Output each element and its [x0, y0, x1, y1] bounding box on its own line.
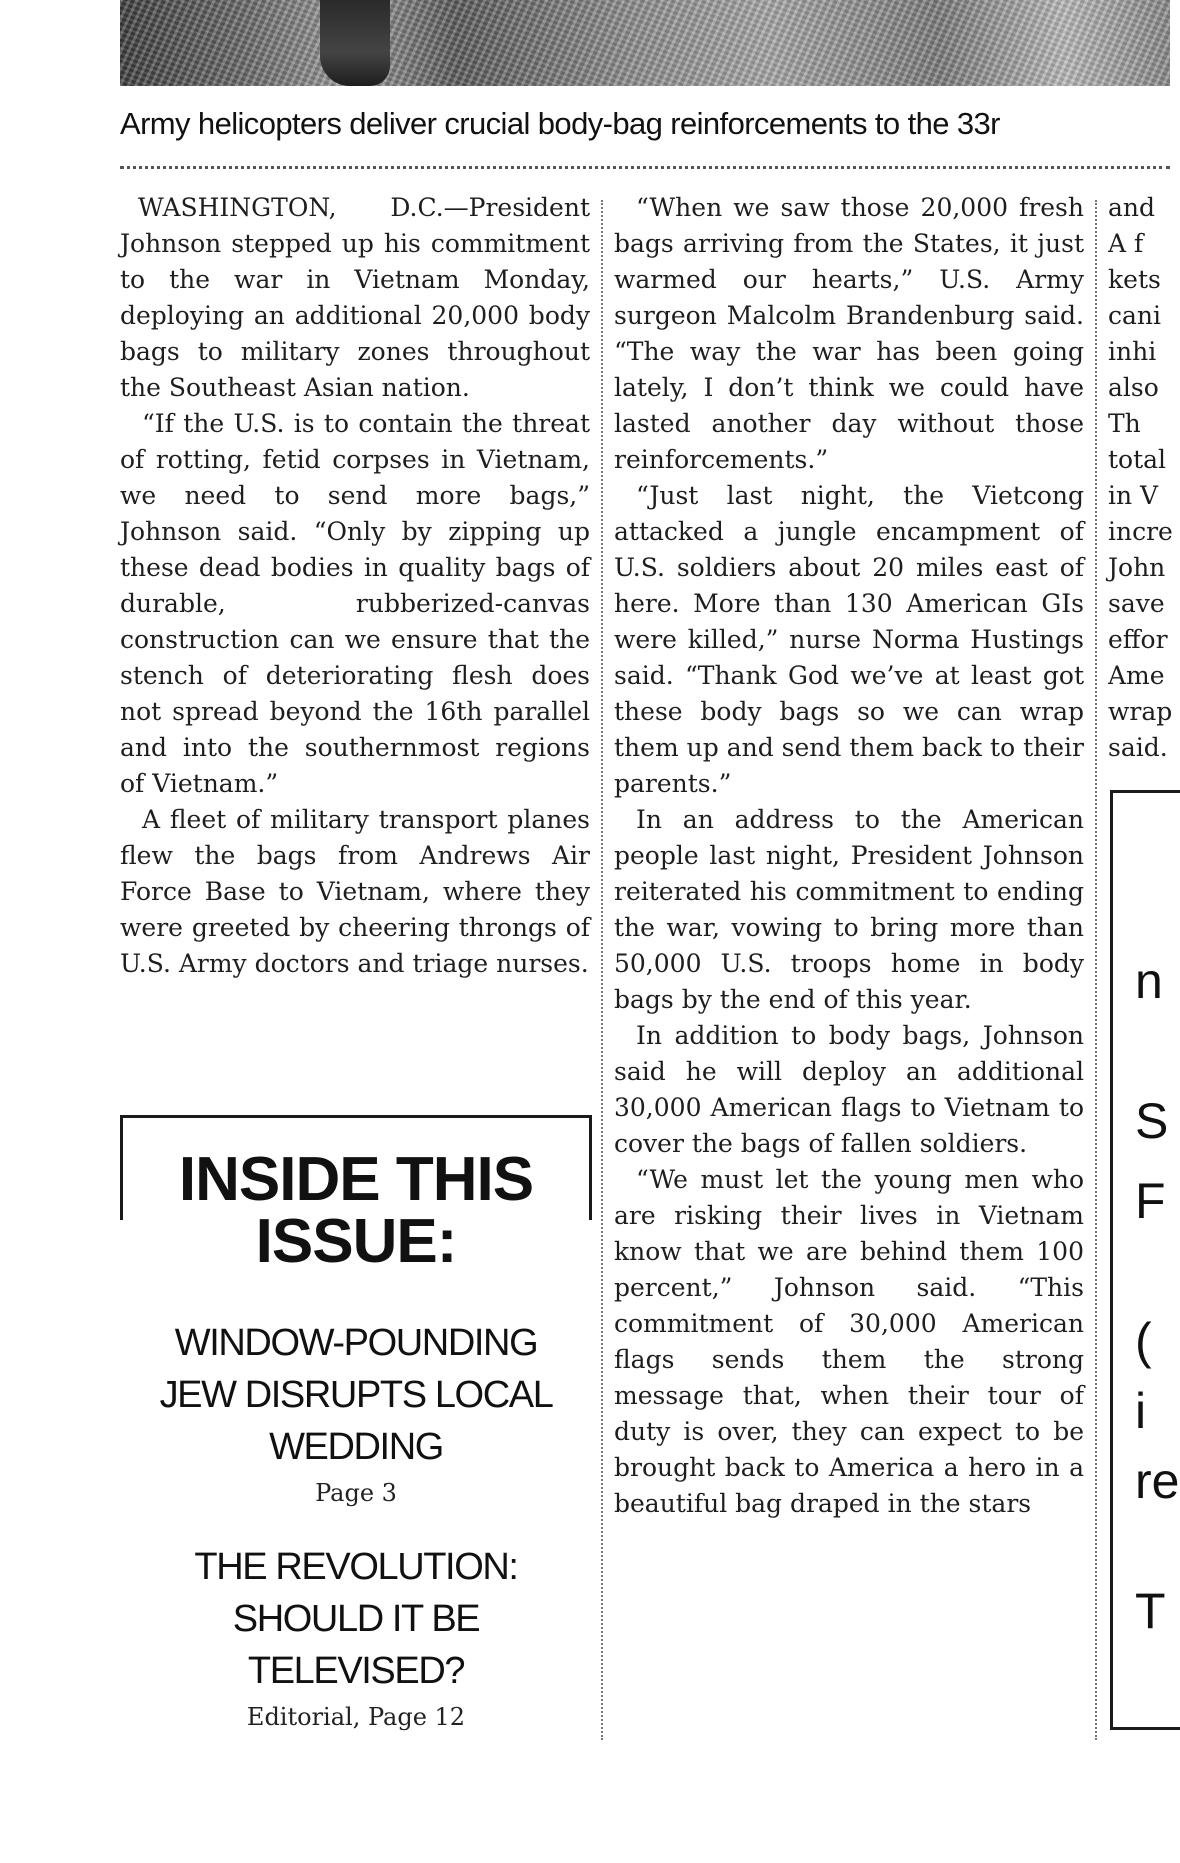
article-paragraph: WASHINGTON, D.C.—President Johnson stepped up his commitment to the war in Vietnam Monday, deploying an additional 20,000 body bags to military zones throughout the Southeast Asian nation.	[120, 193, 590, 402]
headline-line: WEDDING	[269, 1426, 443, 1468]
side-box-fragment: F	[1135, 1173, 1166, 1229]
column-divider	[1095, 200, 1097, 1740]
headline-line: SHOULD IT BE	[232, 1598, 480, 1640]
inside-heading-line: INSIDE THIS	[178, 1145, 534, 1214]
headline-line: WINDOW-POUNDING	[174, 1322, 538, 1364]
article-paragraph: In an address to the American people last night, President Johnson reiterated his commitment to ending the war, vowing to bring more than 50,000 U.S. troops home in body bags by the end of this year.	[614, 805, 1084, 1014]
article-paragraph: “Just last night, the Vietcong attacked a jungle encampment of U.S. soldiers about 20 miles east of here. More than 130 American GIs were killed,” nurse Norma Hustings said. “Thank God we’ve at least got these body bags so we can wrap them up and send them back to their parents.”	[614, 481, 1084, 798]
text-fragment: John	[1108, 553, 1166, 582]
article-paragraph: In addition to body bags, Johnson said he will deploy an additional 30,000 American flags to Vietnam to cover the bags of fallen soldiers.	[614, 1021, 1084, 1158]
text-fragment: kets	[1108, 265, 1161, 294]
photo-caption: Army helicopters deliver crucial body-bag reinforcements to the 33r	[120, 106, 1000, 141]
text-fragment: Th	[1108, 409, 1141, 438]
article-paragraph: “If the U.S. is to contain the threat of rotting, fetid corpses in Vietnam, we need to send more bags,” Johnson said. “Only by zipping up these dead bodies in quality bags of durable, rubberized-canvas construction can we ensure that the stench of deteriorating flesh does not spread beyond the 16th parallel and into the southernmost regions of Vietnam.”	[120, 409, 590, 798]
text-fragment: Ame	[1108, 661, 1165, 690]
side-box-fragment: (	[1135, 1313, 1152, 1369]
article-paragraph: “When we saw those 20,000 fresh bags arriving from the States, it just warmed our hearts,” U.S. Army surgeon Malcolm Brandenburg said. “The way the war has been going lately, I don’t think we could have lasted another day without those reinforcements.”	[614, 193, 1084, 474]
text-fragment: said.	[1108, 733, 1168, 762]
news-photo	[120, 0, 1170, 86]
side-box-fragment: re	[1135, 1453, 1180, 1509]
teaser-item[interactable]	[120, 1317, 592, 1511]
inside-heading	[120, 1115, 592, 1276]
text-fragment: and	[1108, 193, 1156, 222]
teaser-headline	[120, 1541, 592, 1697]
inside-this-issue-box	[120, 1115, 592, 1775]
text-fragment: cani	[1108, 301, 1162, 330]
teaser-page-ref: Editorial, Page 12	[246, 1703, 466, 1731]
side-box-fragment: T	[1135, 1583, 1166, 1639]
article-paragraph: A fleet of military transport planes flew the bags from Andrews Air Force Base to Vietnam, where they were greeted by cheering throngs of U.S. Army doctors and triage nurses.	[120, 805, 590, 978]
teaser-headline	[120, 1317, 592, 1473]
text-fragment: also	[1108, 373, 1159, 402]
side-box-fragment: n	[1135, 953, 1163, 1009]
teaser-page-ref: Page 3	[315, 1479, 397, 1507]
text-fragment: effor	[1108, 625, 1168, 654]
headline-line: TELEVISED?	[247, 1650, 465, 1692]
article-paragraph: “We must let the young men who are risking their lives in Vietnam know that we are behind them 100 percent,” Johnson said. “This commitment of 30,000 American flags sends them the strong message that, when their tour of duty is over, they can expect to be brought back to America a hero in a beautiful bag draped in the stars	[614, 1165, 1084, 1518]
text-fragment: inhi	[1108, 337, 1157, 366]
text-fragment: incre	[1108, 517, 1173, 546]
article-column-2	[614, 190, 1084, 1735]
teaser-item[interactable]	[120, 1541, 592, 1735]
side-box-fragment: S	[1135, 1093, 1169, 1149]
caption-divider	[120, 166, 1170, 169]
article-column-1	[120, 190, 590, 982]
text-fragment: total	[1108, 445, 1167, 474]
photo-figure	[320, 0, 390, 86]
inside-heading-line: ISSUE:	[255, 1207, 457, 1276]
text-fragment: save	[1108, 589, 1165, 618]
column-divider	[601, 200, 603, 1740]
text-fragment: wrap	[1108, 697, 1173, 726]
text-fragment: A f	[1108, 229, 1144, 258]
headline-line: JEW DISRUPTS LOCAL	[159, 1374, 553, 1416]
side-ad-box-cropped	[1110, 790, 1180, 1730]
side-box-fragment: i	[1135, 1383, 1147, 1439]
text-fragment: in V	[1108, 481, 1159, 510]
headline-line: THE REVOLUTION:	[194, 1546, 518, 1588]
article-column-3-cropped	[1108, 190, 1173, 780]
